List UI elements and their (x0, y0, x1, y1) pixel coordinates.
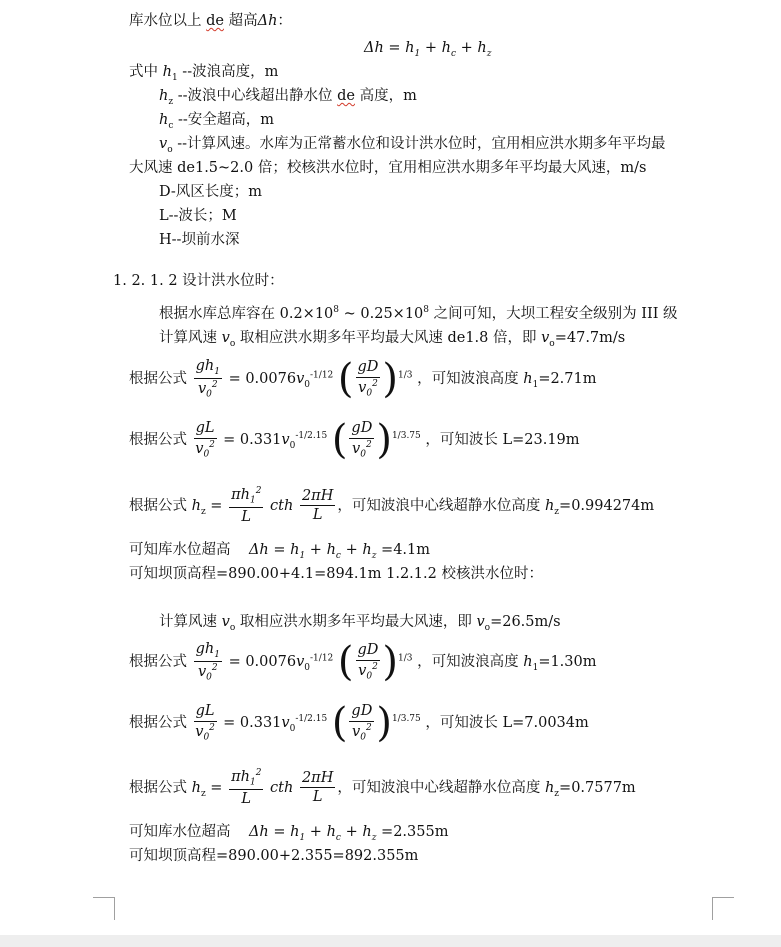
crop-mark-right (712, 897, 734, 920)
section-heading-design-flood: 1. 2. 1. 2 设计洪水位时： (113, 273, 284, 289)
def-h1: 式中 $h_1$ --波浪高度，m (129, 64, 279, 83)
check-center-formula: 根据公式 $h_z$ = $\frac{\pi h_1^2}{L}$ cth $\frac{2\pi H}{L}$ ，可知波浪中心线超静水位高度 $h_z=0.7577m$ (129, 768, 636, 808)
check-freeboard-result: 可知库水位超高 $\Delta h = h_1 + h_c + h_z =2.355m$ (129, 824, 449, 843)
design-freeboard-result: 可知库水位超高 $\Delta h = h_1 + h_c + h_z =4.1m$ (129, 542, 431, 561)
check-wave-height-formula: 根据公式 $\frac{gh_1}{v_0^2}$ = $0.0076v_0^{-1/12}$ ( $\frac{gD}{v_0^2}$ )$^{1/3}$ ，可知波浪高度 $h_1=1.30m$ (129, 639, 597, 686)
def-H: H--坝前水深 (159, 232, 240, 248)
freeboard-formula: $\Delta h = h_1 + h_c + h_z$ (364, 40, 492, 59)
crop-mark-left (93, 897, 115, 920)
def-hc: $h_c$ --安全超高，m (159, 112, 275, 131)
def-hz: $h_z$ --波浪中心线超出静水位 de 高度，m (159, 88, 417, 107)
def-D: D-风区长度；m (159, 184, 263, 200)
design-center-formula: 根据公式 $h_z$ = $\frac{\pi h_1^2}{L}$ cth $\frac{2\pi H}{L}$ ，可知波浪中心线超静水位高度 $h_z=0.994274m$ (129, 486, 655, 526)
check-wind-line: 计算风速 $v_o$ 取相应洪水期多年平均最大风速，即 $v_o=26.5m/s$ (159, 614, 561, 633)
safety-level-line: 根据水库总库容在 $0.2\times 10^8$ ~ $0.25\times 10^8$ 之间可知，大坝工程安全级别为 III 级 (159, 305, 678, 322)
design-wave-height-formula: 根据公式 $\frac{gh_1}{v_0^2}$ = $0.0076v_0^{-1/12}$ ( $\frac{gD}{v_0^2}$ )$^{1/3}$ ，可知波浪高度 $h_1=2.71m$ (129, 356, 597, 403)
design-wave-length-formula: 根据公式 $\frac{gL}{v_0^2}$ = $0.331v_0^{-1/2.15}$ ( $\frac{gD}{v_0^2}$ )$^{1/3.75}$ ，可知波长 L=23.19m (129, 416, 580, 463)
def-L: L--波长；M (159, 208, 237, 224)
freeboard-intro: 库水位以上 de 超高Δh： (129, 13, 292, 29)
check-crest-elevation: 可知坝顶高程=890.00+2.355=892.355m (129, 848, 419, 864)
def-vo-1: $v_o$ --计算风速。水库为正常蓄水位和设计洪水位时，宜用相应洪水期多年平均最 (159, 136, 666, 155)
def-vo-2: 大风速 de1.5~2.0 倍；校核洪水位时，宜用相应洪水期多年平均最大风速，m/s (129, 160, 647, 176)
design-crest-elevation: 可知坝顶高程=890.00+4.1=894.1m 1.2.1.2 校核洪水位时： (129, 566, 543, 582)
page-bottom-edge (0, 935, 781, 947)
check-wave-length-formula: 根据公式 $\frac{gL}{v_0^2}$ = $0.331v_0^{-1/2.15}$ ( $\frac{gD}{v_0^2}$ )$^{1/3.75}$ ，可知波长 L=7.0034m (129, 699, 589, 746)
design-wind-line: 计算风速 $v_o$ 取相应洪水期多年平均最大风速 de1.8 倍，即 $v_o=47.7m/s$ (159, 330, 626, 349)
